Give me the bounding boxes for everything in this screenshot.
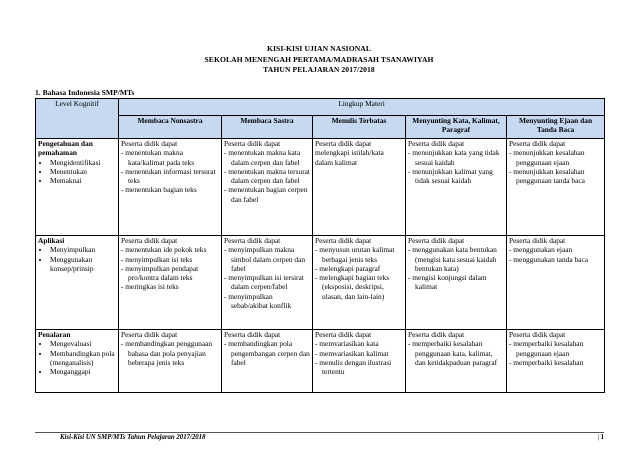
cell-item: - memvariasikan kalimat — [315, 348, 389, 358]
cell-item: - memvariasikan kata — [315, 339, 379, 349]
materi-cell — [313, 330, 406, 393]
level-bullet: • Mengevaluasi — [50, 339, 116, 348]
cell-item: - menunjukkan kata yang tidak sesuai kaidah — [408, 148, 500, 167]
page-number — [598, 434, 604, 441]
cell-item: - membandingkan pola pengembangan cerpen dan fabel — [224, 339, 310, 367]
cell-intro: Peserta didik dapat — [224, 330, 281, 339]
cell-intro: Peserta didik dapat — [509, 330, 566, 339]
page-number-value: 1 — [600, 434, 604, 441]
column-header: Menyunting Kata, Kalimat, Paragraf — [406, 116, 507, 139]
cell-item: - memperbaiki kesalahan penggunaan ejaan — [509, 339, 584, 358]
cell-item: - menyimpulkan makna simbol dalam cerpen dan fabel — [224, 245, 306, 273]
table-row — [36, 236, 605, 330]
level-bullets — [38, 158, 116, 186]
cell-item: - menunjukkan kalimat yang tidak sesuai kaidah — [408, 166, 493, 186]
footer-title: Kisi-Kisi UN SMP/MTs Tahun Pelajaran 2017/2018 — [60, 434, 206, 441]
materi-cell — [507, 330, 605, 393]
cell-item: - menggunakan ejaan — [509, 245, 573, 255]
cell-intro: Peserta didik dapat — [509, 236, 566, 245]
cell-item: - membandingkan penggunaan bahasa dan pola penyajian beberapa jenis teks — [121, 339, 213, 367]
cell-item: - melengkapi bagian teks (eksposisi, deskripsi, ulasan, dan lain-lain) — [315, 273, 390, 301]
level-bullet: • Mengidentifikasi — [50, 158, 116, 167]
table-body — [36, 139, 605, 393]
section-title: 1. Bahasa Indonesia SMP/MTs — [35, 88, 135, 97]
cell-item: - memperbaiki kesalahan — [509, 357, 584, 367]
cell-item: - menentukan makna kata/kalimat pada teks — [121, 148, 195, 167]
table-row — [36, 139, 605, 236]
column-header: Membaca Nonsastra — [119, 116, 222, 139]
column-header: Menyunting Ejaan dan Tanda Baca — [507, 116, 605, 139]
cell-item: - menentukan makna tersurat dalam cerpen dan fabel — [224, 166, 310, 186]
materi-cell — [313, 236, 406, 330]
cell-intro: Peserta didik dapat — [224, 236, 281, 245]
cell-item: - mengisi konjungsi dalam kalimat — [408, 273, 487, 292]
column-header: Menulis Terbatas — [313, 116, 406, 139]
cell-item: - menyimpulkan sebab/akibat konflik — [224, 291, 292, 311]
level-bullet: • Menyimpulkan — [50, 245, 116, 254]
table-row — [36, 330, 605, 393]
level-bullet: • Menganggapi — [50, 367, 116, 376]
level-title: Penalaran — [38, 330, 71, 339]
cell-item: - menulis dengan ilustrasi tertentu — [315, 357, 392, 377]
level-title: Aplikasi — [38, 236, 65, 245]
cell-item: - memperbaiki kesalahan penggunaan kata, kalimat, dan ketidakpaduan paragraf — [408, 339, 498, 367]
level-bullets — [38, 339, 116, 376]
level-cell — [36, 330, 119, 393]
level-bullet: • Menggunakan konsep/prinsip — [50, 255, 116, 274]
materi-cell — [406, 236, 507, 330]
cell-intro: Peserta didik dapat — [408, 330, 465, 339]
cell-item: - menyimpulkan pendapat pro/kontra dalam teks — [121, 263, 199, 283]
materi-cell — [222, 236, 313, 330]
cell-intro: Peserta didik dapat — [408, 139, 465, 148]
header-subtitle: SEKOLAH MENENGAH PERTAMA/MADRASAH TSANAWIYAH — [204, 54, 434, 64]
level-bullet: • Menentukan — [50, 167, 116, 176]
materi-cell — [406, 139, 507, 236]
materi-cell — [406, 330, 507, 393]
cell-item: - menyimpulkan isi teks — [121, 254, 193, 264]
cell-intro: Peserta didik dapat — [315, 236, 372, 245]
cell-item: - menentukan informasi tersurat teks — [121, 166, 216, 186]
cell-item: - menyusun urutan kalimat berbagai jenis teks — [315, 245, 395, 264]
cell-intro: Peserta didik dapat — [408, 236, 465, 245]
cell-item: - menentukan ide pokok teks — [121, 245, 207, 255]
document-header — [0, 44, 638, 76]
footer-divider — [35, 432, 604, 433]
materi-cell — [119, 330, 222, 393]
materi-cell — [222, 139, 313, 236]
cell-intro: Peserta didik dapat — [121, 139, 178, 148]
materi-cell — [507, 139, 605, 236]
cell-intro: Peserta didik dapat — [509, 139, 566, 148]
cell-item: - menentukan bagian cerpen dan fabel — [224, 185, 308, 204]
cell-item: - menggunakan kata bentukan (mengisi kata sesuai kaidah bentukan kata) — [408, 245, 497, 273]
header-title: KISI-KISI UJIAN NASIONAL — [266, 44, 372, 53]
materi-cell — [313, 139, 406, 236]
cell-item: - menunjukkan kesalahan penggunaan tanda baca — [509, 166, 585, 186]
lingkup-materi-header: Lingkup Materi — [119, 99, 605, 116]
cell-item: - menyimpulkan isi tersirat dalam cerpen/fabel — [224, 273, 304, 292]
materi-cell — [507, 236, 605, 330]
level-bullets — [38, 245, 116, 273]
kisi-kisi-table — [35, 98, 605, 393]
cell-intro: Peserta didik dapat melengkapi istilah/kata dalam kalimat — [315, 139, 384, 167]
level-kognitif-header: Level Kognitif — [36, 99, 119, 139]
cell-item: - menentukan bagian teks — [121, 185, 197, 195]
cell-item: - menggunakan tanda baca — [509, 254, 589, 264]
cell-intro: Peserta didik dapat — [121, 236, 178, 245]
cell-item: - meringkas isi teks — [121, 282, 179, 292]
cell-intro: Peserta didik dapat — [315, 330, 372, 339]
cell-intro: Peserta didik dapat — [121, 330, 178, 339]
level-bullet: • Membandingkan pola (menganalisis) — [50, 349, 116, 368]
cell-intro: Peserta didik dapat — [224, 139, 281, 148]
level-bullet: • Memaknai — [50, 176, 116, 185]
header-year: TAHUN PELAJARAN 2017/2018 — [263, 65, 375, 74]
level-title: Pengetahuan dan pemahaman — [38, 139, 93, 158]
cell-item: - melengkapi paragraf — [315, 263, 381, 273]
level-cell — [36, 139, 119, 236]
column-header: Membaca Sastra — [222, 116, 313, 139]
materi-cell — [222, 330, 313, 393]
materi-cell — [119, 139, 222, 236]
level-cell — [36, 236, 119, 330]
cell-item: - menunjukkan kesalahan penggunaan ejaan — [509, 148, 585, 167]
cell-item: - menentukan makna kata dalam cerpen dan fabel — [224, 148, 301, 167]
page-separator: | — [597, 434, 599, 441]
materi-cell — [119, 236, 222, 330]
